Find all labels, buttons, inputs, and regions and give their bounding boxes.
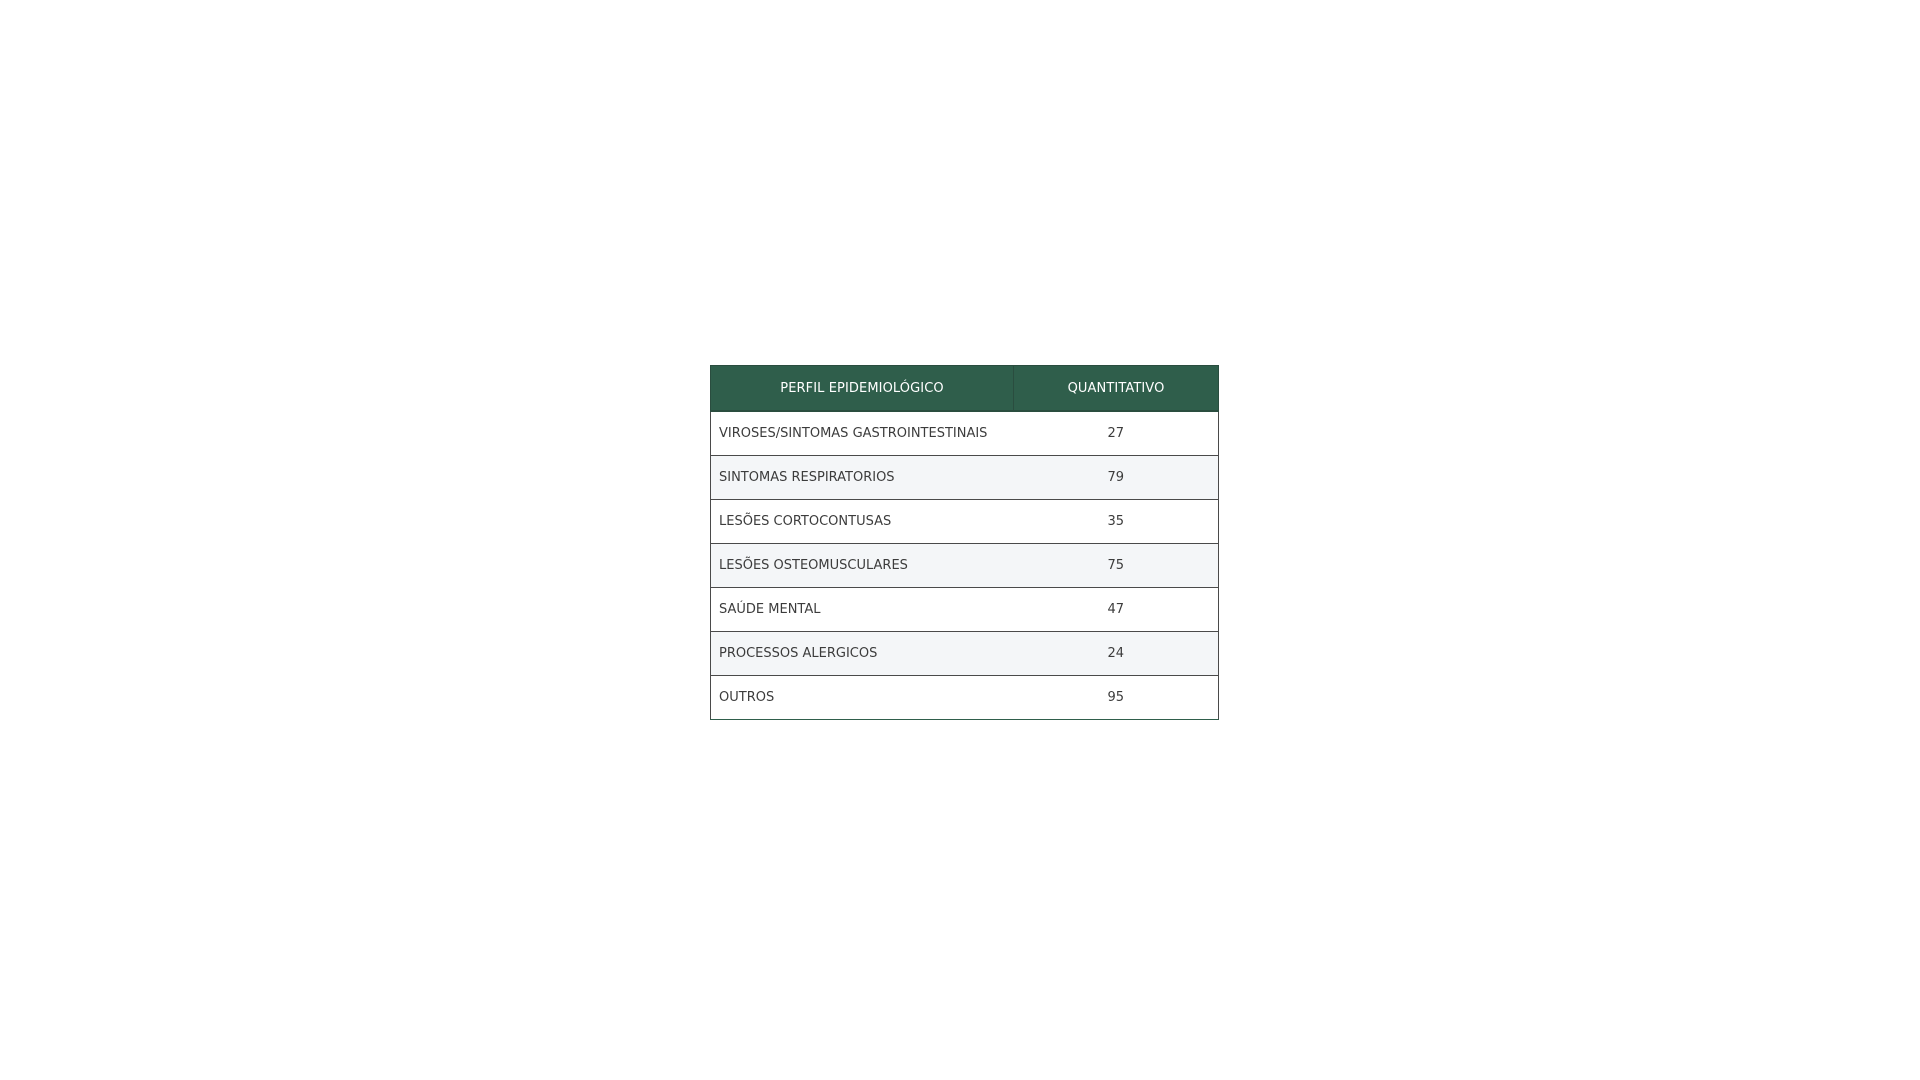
row-quantity: 75 (1014, 544, 1219, 588)
row-profile: SAÚDE MENTAL (711, 588, 1014, 632)
row-quantity: 95 (1014, 676, 1219, 720)
row-quantity: 47 (1014, 588, 1219, 632)
table-row (711, 544, 1219, 588)
header-row (711, 366, 1219, 412)
header-profile: PERFIL EPIDEMIOLÓGICO (711, 366, 1014, 412)
table-row (711, 632, 1219, 676)
table-row (711, 588, 1219, 632)
row-quantity: 79 (1014, 456, 1219, 500)
row-profile: VIROSES/SINTOMAS GASTROINTESTINAIS (711, 411, 1014, 456)
row-profile: SINTOMAS RESPIRATORIOS (711, 456, 1014, 500)
table-header (711, 366, 1219, 412)
table-row (711, 411, 1219, 456)
table-row (711, 456, 1219, 500)
row-profile: OUTROS (711, 676, 1014, 720)
table-body (711, 411, 1219, 720)
row-profile: LESÕES CORTOCONTUSAS (711, 500, 1014, 544)
row-profile: PROCESSOS ALERGICOS (711, 632, 1014, 676)
row-quantity: 27 (1014, 411, 1219, 456)
table-row (711, 500, 1219, 544)
table-row (711, 676, 1219, 720)
row-profile: LESÕES OSTEOMUSCULARES (711, 544, 1014, 588)
row-quantity: 35 (1014, 500, 1219, 544)
row-quantity: 24 (1014, 632, 1219, 676)
epidemiological-profile-table (710, 365, 1219, 720)
epidemiological-profile-table-container (710, 365, 1218, 720)
header-quantity: QUANTITATIVO (1014, 366, 1219, 412)
